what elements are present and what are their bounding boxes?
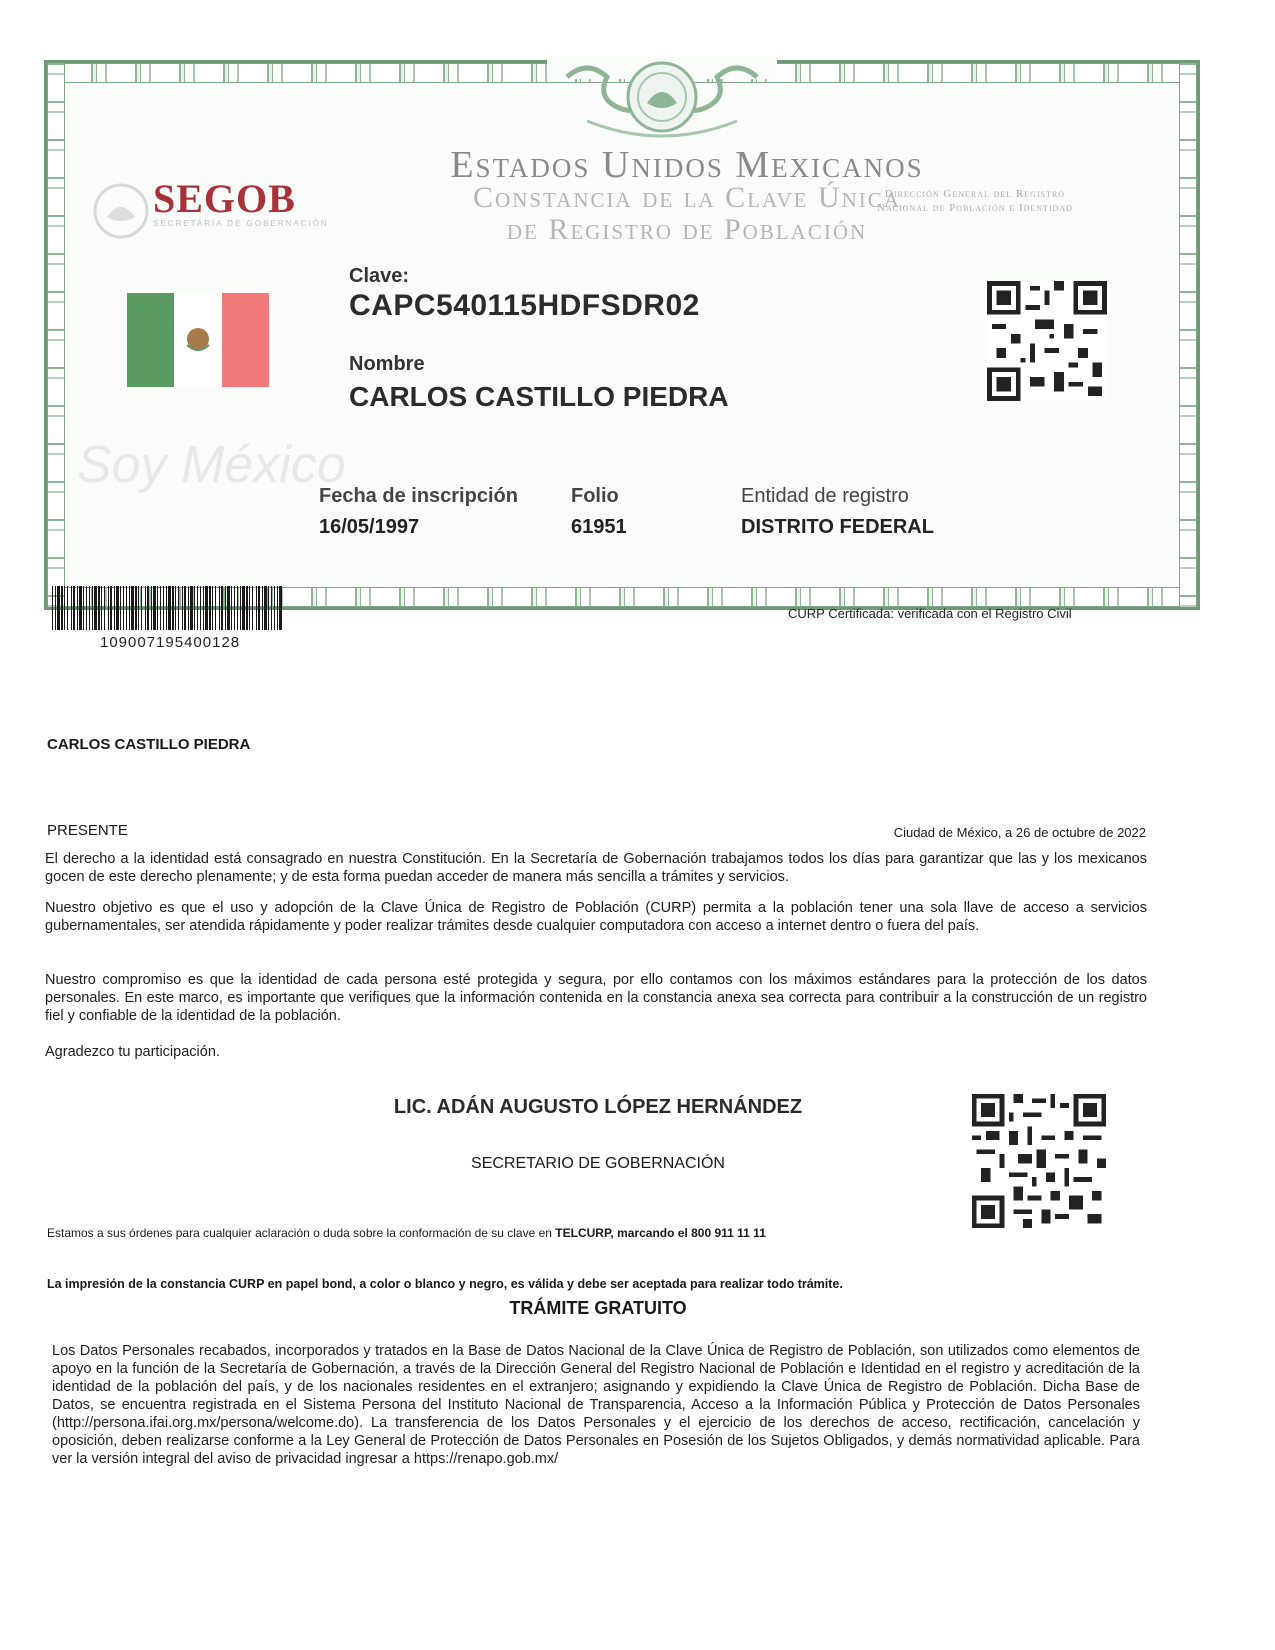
directorate-name: Dirección General del Registro Nacional de Población e Identidad (877, 188, 1073, 214)
folio-label: Folio (571, 485, 619, 507)
fecha-inscripcion-label: Fecha de inscripción (319, 485, 518, 507)
segob-subtitle: SECRETARÍA DE GOBERNACIÓN (153, 219, 329, 228)
letter-place-date: Ciudad de México, a 26 de octubre de 2022 (893, 825, 1146, 840)
entidad-registro-label: Entidad de registro (741, 485, 909, 507)
barcode-icon (52, 586, 282, 630)
document-title-line1: Constancia de la Clave Única (473, 181, 901, 214)
segob-emblem-icon (89, 179, 153, 243)
signer-title: SECRETARIO DE GOBERNACIÓN (471, 1155, 725, 1172)
folio-value: 61951 (571, 516, 627, 538)
print-validity-notice: La impresión de la constancia CURP en papel bond, a color o blanco y negro, es válida y debe ser aceptada para realizar todo trámite. (47, 1277, 843, 1291)
letter-paragraph-2: Nuestro objetivo es que el uso y adopción de la Clave Única de Registro de Población (CURP) permita a la población tener una sola llave de acceso a servicios gubernamentales, ser atendida rápidamente y poder realizar trámites desde cualquier computadora con acceso a internet dentro o fuera del país. (45, 900, 1147, 934)
left-border-band (47, 63, 65, 607)
document-title-line2: de Registro de Población (506, 213, 868, 246)
mexican-flag-icon (127, 293, 269, 387)
letter-paragraph-1: El derecho a la identidad está consagrado en nuestra Constitución. En la Secretaría de Gobernación trabajamos todos los días para garantizar que las y los mexicanos gocen de este derecho plenamente; y de esta forma puedan acceder de manera más sencilla a trámites y servicios. (45, 851, 1147, 885)
privacy-notice: Los Datos Personales recabados, incorporados y tratados en la Base de Datos Nacional de la Clave Única de Registro de Población, son utilizados como elementos de apoyo en la función de la Secretaría de Gobernación, a través de la Dirección General del Registro Nacional de Población e Identidad en el registro y acreditación de la identidad de la población del país, y de los nacionales residentes en el extranjero; asignando y expidiendo la Clave Única de Registro de Población. Dicha Base de Datos, se encuentra registrada en el Sistema Persona del Instituto Nacional de Transparencia, Acceso a la Información Pública y Protección de Datos Personales (http://persona.ifai.org.mx/persona/welcome.do). La transferencia de los Datos Personales y el ejercicio de los derechos de acceso, rectificación, cancelación y oposición, deben realizarse conforme a la Ley General de Protección de Datos Personales en Posesión de los Sujetos Obligados, y demás normatividad aplicable. Para ver la versión integral del aviso de privacidad ingresar a https://renapo.gob.mx/ (52, 1343, 1140, 1467)
soy-mexico-watermark: Soy México (77, 436, 346, 494)
contact-notice (47, 1226, 766, 1240)
curp-certificate (44, 60, 1200, 610)
letter-paragraph-3: Nuestro compromiso es que la identidad de cada persona esté protegida y segura, por ello contamos con los máximos estándares para la protección de los datos personales. En este marco, es importante que verifiques que la información contenida en la constancia anexa sea correcta para contribuir a la construcción de un registro fiel y confiable de la identidad de la población. (45, 972, 1147, 1024)
nombre-value: CARLOS CASTILLO PIEDRA (349, 381, 729, 412)
signer-name: LIC. ADÁN AUGUSTO LÓPEZ HERNÁNDEZ (393, 1096, 803, 1118)
letter-addressee: CARLOS CASTILLO PIEDRA (47, 736, 251, 753)
curp-certified-note: CURP Certificada: verificada con el Registro Civil (788, 606, 1072, 621)
entidad-registro-value: DISTRITO FEDERAL (741, 516, 934, 538)
segob-logo-text: SEGOB (153, 176, 296, 221)
qr-code-icon (987, 281, 1107, 401)
signature-qr-code-icon (972, 1094, 1106, 1228)
telcurp-phone: TELCURP, marcando el 800 911 11 11 (555, 1226, 766, 1240)
contact-notice-text: Estamos a sus órdenes para cualquier aclaración o duda sobre la conformación de su clave en (47, 1226, 556, 1240)
national-crest-icon (547, 57, 777, 147)
letter-presente: PRESENTE (47, 822, 128, 839)
free-procedure-heading: TRÁMITE GRATUITO (509, 1298, 687, 1318)
clave-value: CAPC540115HDFSDR02 (349, 289, 700, 322)
right-border-band (1179, 63, 1197, 607)
barcode-number: 109007195400128 (100, 634, 241, 651)
nombre-label: Nombre (349, 353, 425, 375)
letter-thanks: Agradezco tu participación. (45, 1044, 220, 1060)
clave-label: Clave: (349, 265, 410, 287)
country-title: Estados Unidos Mexicanos (450, 144, 924, 186)
fecha-inscripcion-value: 16/05/1997 (319, 516, 420, 538)
